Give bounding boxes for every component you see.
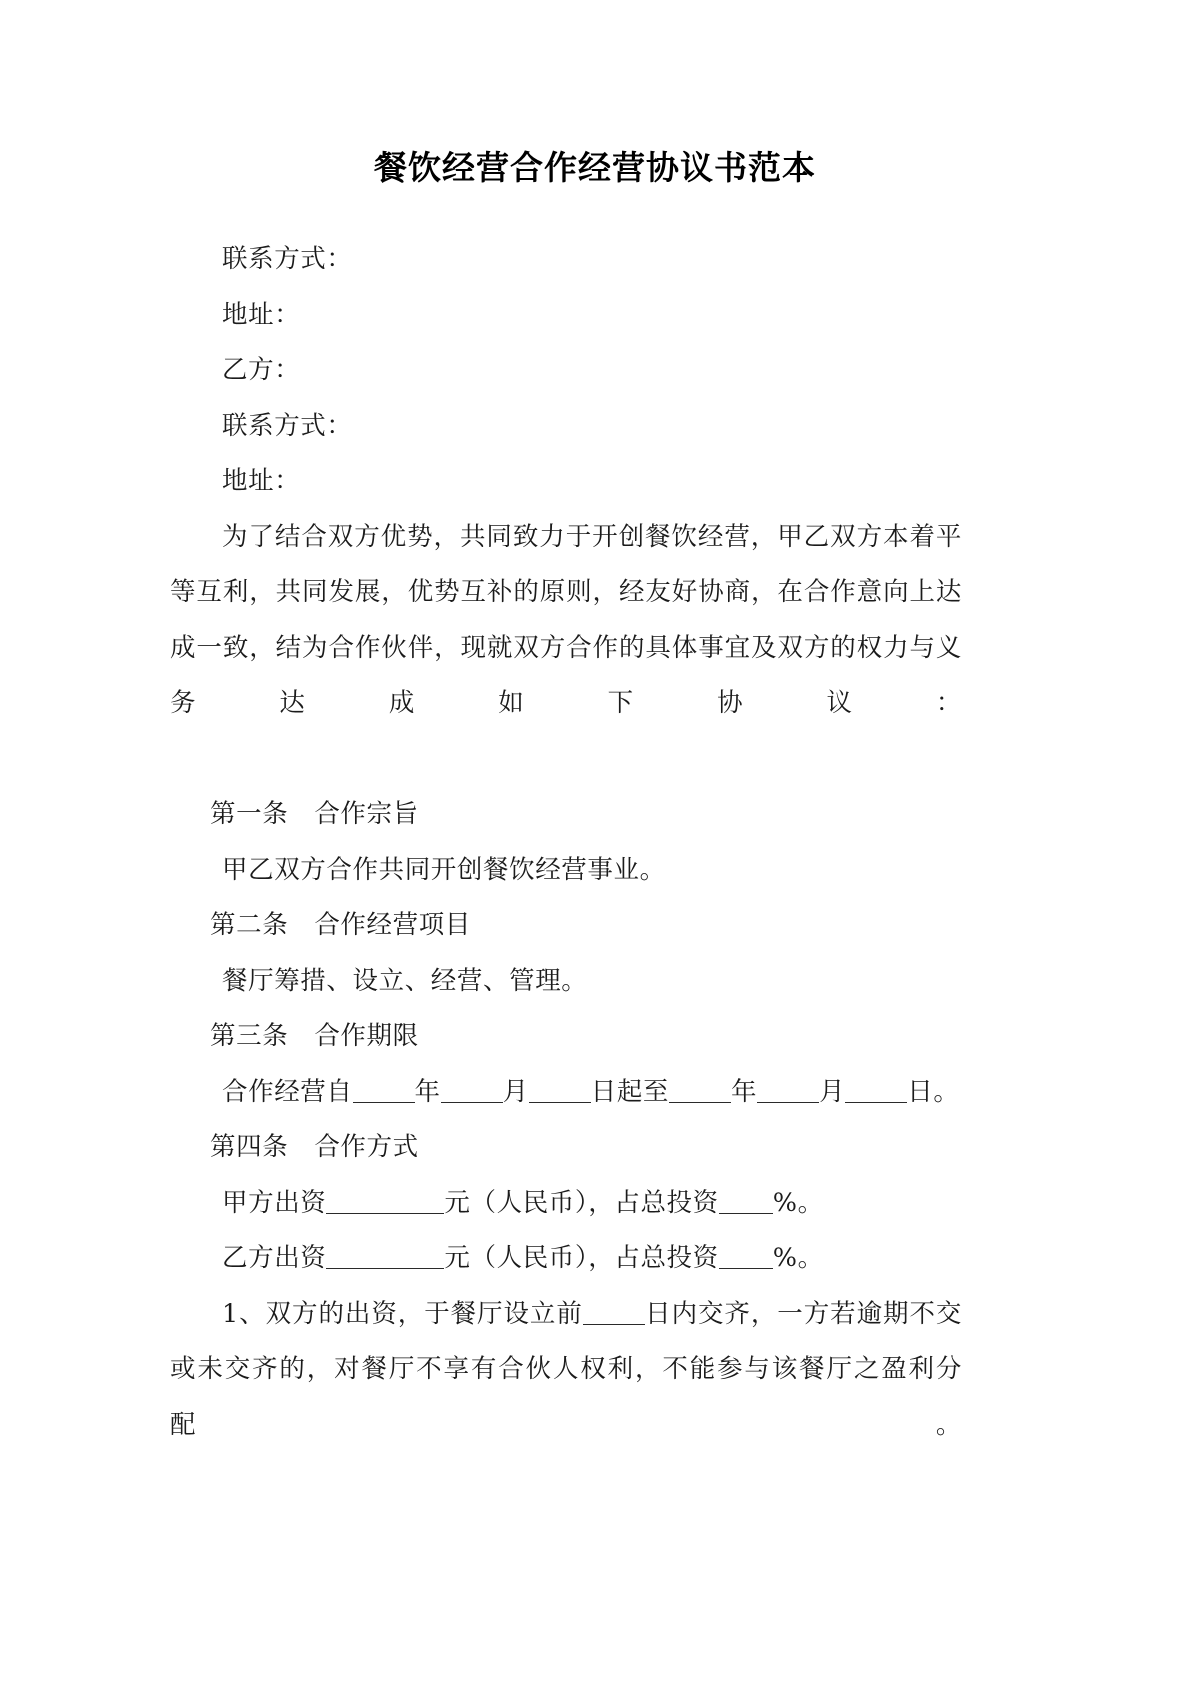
label-day-start: 日起至 — [590, 1076, 670, 1107]
paragraph-contact-jia: 联系方式： — [222, 244, 353, 274]
blank-start-year[interactable] — [353, 1080, 415, 1103]
label-year-start: 年 — [414, 1076, 441, 1107]
article-title-4: 合作方式 — [314, 1132, 419, 1162]
contribution-jia-label: 甲方出资 — [222, 1187, 327, 1218]
article-heading-1 — [170, 787, 962, 843]
label-day-end: 日。 — [907, 1076, 960, 1107]
article-number-2: 第二条 — [210, 910, 289, 940]
label-month-start: 月 — [502, 1076, 529, 1107]
blank-end-year[interactable] — [669, 1080, 731, 1103]
contribution-yi-percent-label: %。 — [772, 1243, 824, 1273]
blank-yi-percent[interactable] — [719, 1246, 773, 1269]
article-number-4: 第四条 — [210, 1132, 289, 1162]
article-number-1: 第一条 — [210, 799, 289, 829]
article-title-2: 合作经营项目 — [314, 910, 471, 940]
clause-1-paragraph — [170, 1287, 962, 1509]
blank-end-day[interactable] — [845, 1080, 907, 1103]
clause-1-tail: 日内交齐，一方若逾期不交或未交齐的，对餐厅不享有合伙人权利，不能参与该餐厅之盈利分配。 — [170, 1298, 962, 1440]
blank-start-month[interactable] — [441, 1080, 503, 1103]
blank-jia-amount[interactable] — [326, 1191, 444, 1214]
page-title: 餐饮经营合作经营协议书范本 — [374, 148, 816, 187]
article-heading-2 — [170, 898, 962, 954]
label-year-end: 年 — [731, 1076, 758, 1107]
paragraph-preamble: 为了结合双方优势，共同致力于开创餐饮经营，甲乙双方本着平等互利，共同发展，优势互补的原则，经友好协商，在合作意向上达成一致，结为合作伙伴，现就双方合作的具体事宜及双方的权力与义务达成如下协议： — [170, 521, 962, 718]
article-body-1: 甲乙双方合作共同开创餐饮经营事业。 — [222, 854, 666, 885]
paragraph-contact-yi: 联系方式： — [222, 410, 353, 441]
clause-1-lead: 1、双方的出资，于餐厅设立前 — [222, 1298, 583, 1329]
label-month-end: 月 — [819, 1076, 846, 1107]
contribution-jia-currency-label: 元（人民币），占总投资 — [444, 1187, 719, 1218]
contribution-yi-currency-label: 元（人民币），占总投资 — [444, 1243, 719, 1273]
article-number-3: 第三条 — [210, 1021, 289, 1051]
period-start-label: 合作经营自 — [222, 1076, 353, 1107]
article-title-1: 合作宗旨 — [314, 799, 419, 829]
paragraph-address-jia: 地址： — [222, 299, 301, 330]
blank-jia-percent[interactable] — [719, 1191, 773, 1214]
article-body-2: 餐厅筹措、设立、经营、管理。 — [222, 965, 588, 996]
blank-end-month[interactable] — [757, 1080, 819, 1103]
paragraph-party-yi: 乙方： — [222, 355, 301, 385]
contribution-jia-percent-label: %。 — [772, 1187, 824, 1218]
document-body — [170, 232, 962, 1509]
article-heading-3 — [170, 1009, 962, 1065]
blank-start-day[interactable] — [529, 1080, 591, 1103]
contribution-line-yi — [170, 1231, 962, 1287]
blank-clause-1-days[interactable] — [583, 1302, 645, 1325]
article-body-3-period — [170, 1065, 962, 1121]
contribution-yi-label: 乙方出资 — [222, 1243, 327, 1273]
contribution-line-jia — [170, 1176, 962, 1232]
blank-yi-amount[interactable] — [326, 1246, 444, 1269]
paragraph-address-yi: 地址： — [222, 466, 301, 496]
article-heading-4 — [170, 1120, 962, 1176]
article-title-3: 合作期限 — [314, 1021, 419, 1051]
